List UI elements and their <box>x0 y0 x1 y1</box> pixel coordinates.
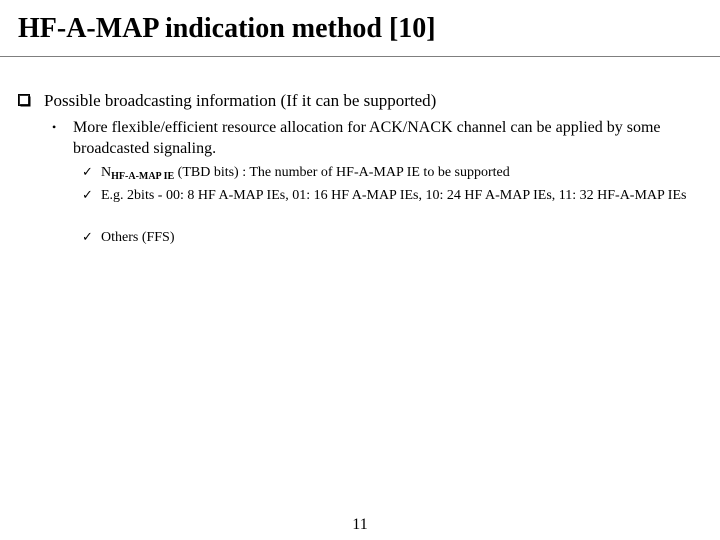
page-number: 11 <box>352 516 368 533</box>
check-item-2-text: E.g. 2bits - 00: 8 HF A-MAP IEs, 01: 16 HF A-MAP IEs, 10: 24 HF A-MAP IEs, 11: 32 HF-A-MAP IEs <box>101 188 687 203</box>
variable-subscript: HF-A-MAP IE <box>111 171 175 182</box>
checkmark-icon: ✓ <box>82 188 93 203</box>
title-divider <box>0 56 720 57</box>
checkmark-icon: ✓ <box>82 230 93 245</box>
square-bullet-icon <box>18 94 31 107</box>
dot-bullet-icon: • <box>52 120 57 134</box>
checkmark-icon: ✓ <box>82 165 93 180</box>
slide-title: HF-A-MAP indication method [10] <box>18 13 436 44</box>
check-item-3-text: Others (FFS) <box>101 230 175 245</box>
variable-n: N <box>101 165 112 180</box>
check-item-1-text: (TBD bits) : The number of HF-A-MAP IE to be supported <box>174 165 510 180</box>
bullet-level-2-text: More flexible/efficient resource allocation for ACK/NACK channel can be applied by some broadcasted signaling. <box>73 119 661 157</box>
bullet-level-1-text: Possible broadcasting information (If it can be supported) <box>44 91 437 110</box>
check-item-text <box>101 163 706 184</box>
